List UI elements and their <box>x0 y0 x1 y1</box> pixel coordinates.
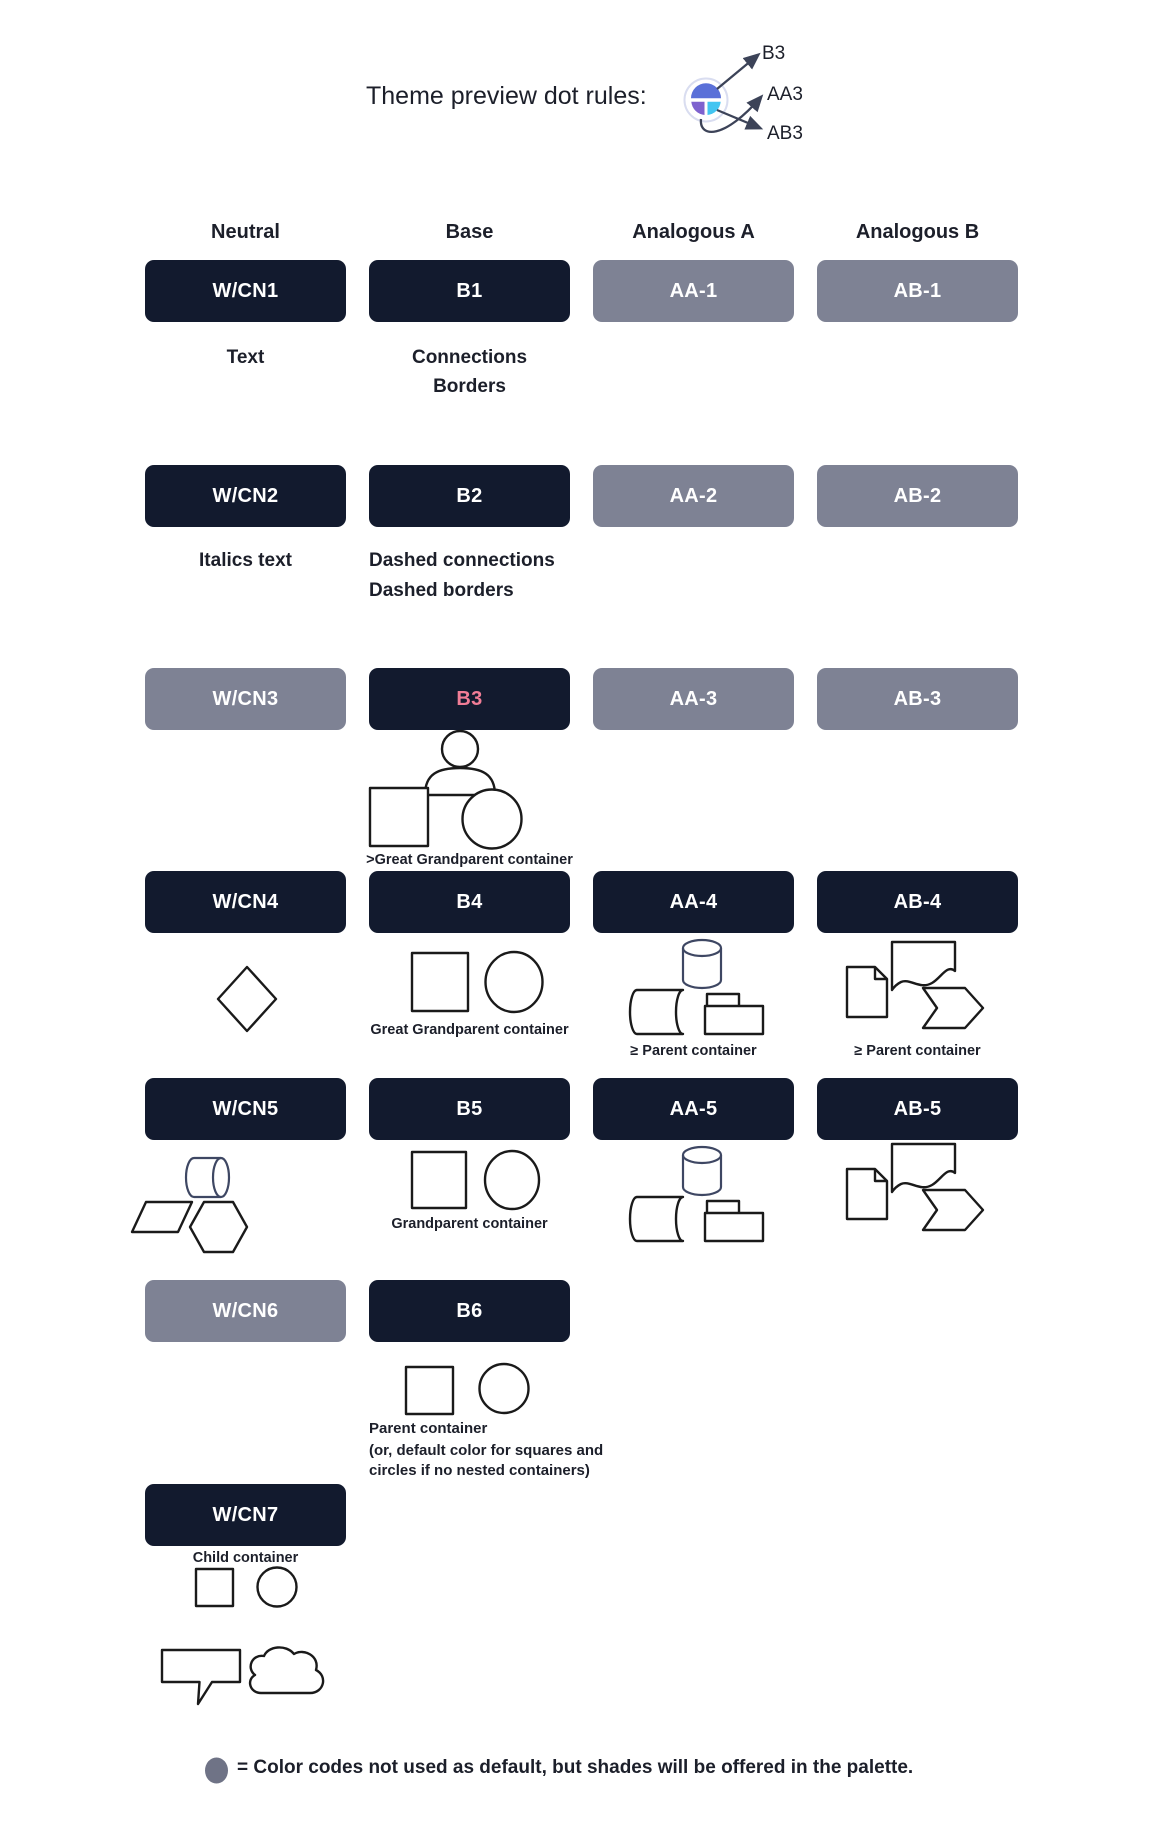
swatch-label: B1 <box>456 279 483 302</box>
swatch-label: B3 <box>456 687 483 710</box>
legend-dot-icon <box>203 1756 231 1786</box>
wavy-document-shape <box>892 942 955 990</box>
note-dashed-connections: Dashed connections <box>369 550 555 571</box>
swatch-aa5 <box>593 1078 794 1140</box>
swatch-label: B5 <box>456 1097 483 1120</box>
swatch-label: B4 <box>456 890 483 913</box>
swatch-b5 <box>369 1078 570 1140</box>
swatch-b1 <box>369 260 570 322</box>
arrow-to-aa3 <box>701 97 761 132</box>
swatch-wcn6 <box>145 1280 346 1342</box>
swatch-wcn2 <box>145 465 346 527</box>
swatch-b2 <box>369 465 570 527</box>
swatch-label: W/CN2 <box>212 484 279 507</box>
note-italics-text: Italics text <box>199 550 292 571</box>
note-great-grandparent-arrow: >Great Grandparent container <box>366 852 573 868</box>
note-parent-line2: (or, default color for squares and <box>369 1442 604 1459</box>
square-circle-shapes-b4 <box>410 950 545 1014</box>
swatch-label: AB-4 <box>893 890 942 913</box>
person-square-circle-shapes <box>368 727 538 862</box>
column-header-neutral: Neutral <box>211 221 280 243</box>
stored-data-shape <box>630 1197 683 1241</box>
diamond-shape <box>218 967 276 1031</box>
note-grandparent: Grandparent container <box>391 1216 548 1232</box>
aa4-shape-group <box>625 936 775 1036</box>
wavy-document-shape <box>892 1144 955 1192</box>
note-parent-ge-aa4: ≥ Parent container <box>630 1043 757 1059</box>
swatch-ab5 <box>817 1078 1018 1140</box>
swatch-label: W/CN4 <box>212 890 279 913</box>
swatch-wcn1 <box>145 260 346 322</box>
swatch-b4 <box>369 871 570 933</box>
note-parent-line3: circles if no nested containers) <box>369 1462 590 1479</box>
circle-shape <box>258 1568 297 1607</box>
swatch-aa2 <box>593 465 794 527</box>
swatch-ab4 <box>817 871 1018 933</box>
legend-text: = Color codes not used as default, but shades will be offered in the palette. <box>237 1757 914 1778</box>
swatch-ab3 <box>817 668 1018 730</box>
square-circle-shapes-wcn7 <box>193 1564 303 1609</box>
swatch-label: W/CN6 <box>212 1299 279 1322</box>
circle-shape <box>463 790 522 849</box>
cloud-shape <box>250 1647 323 1693</box>
column-header-base: Base <box>445 221 494 243</box>
swatch-label: AA-4 <box>669 890 718 913</box>
swatch-label: AB-1 <box>893 279 942 302</box>
square-shape <box>412 953 468 1011</box>
swatch-aa1 <box>593 260 794 322</box>
column-header-analogous-b: Analogous B <box>855 221 980 243</box>
note-text: Text <box>226 347 265 368</box>
person-head-icon <box>442 731 478 767</box>
swatch-label: AA-3 <box>669 687 718 710</box>
swatch-label: AA-2 <box>669 484 718 507</box>
column-header-analogous-a: Analogous A <box>632 221 755 243</box>
dot-label-b3: B3 <box>762 43 786 64</box>
cylinder-top-icon <box>683 940 721 956</box>
note-child: Child container <box>192 1550 299 1566</box>
gray-dot-icon <box>205 1758 228 1784</box>
swatch-wcn3 <box>145 668 346 730</box>
speech-bubble-shape <box>162 1650 240 1704</box>
swatch-b3 <box>369 668 570 730</box>
square-circle-shapes-b5 <box>410 1150 545 1212</box>
swatch-wcn7 <box>145 1484 346 1546</box>
square-circle-shapes-b6 <box>403 1360 533 1418</box>
swatch-label: B2 <box>456 484 483 507</box>
swatch-aa4 <box>593 871 794 933</box>
square-shape <box>196 1569 233 1606</box>
swatch-label: B6 <box>456 1299 483 1322</box>
swatch-label: W/CN7 <box>212 1503 279 1526</box>
chevron-shape <box>923 988 983 1028</box>
swatch-aa3 <box>593 668 794 730</box>
swatch-label: W/CN3 <box>212 687 279 710</box>
cylinder-end-icon <box>213 1158 229 1197</box>
chevron-shape <box>923 1190 983 1230</box>
square-shape <box>370 788 428 846</box>
swatch-label: AB-2 <box>893 484 942 507</box>
swatch-label: W/CN1 <box>212 279 279 302</box>
aa5-shape-group <box>625 1143 775 1243</box>
swatch-ab2 <box>817 465 1018 527</box>
swatch-label: AA-5 <box>669 1097 718 1120</box>
swatch-ab1 <box>817 260 1018 322</box>
swatch-label: AB-3 <box>893 687 942 710</box>
note-dashed-borders: Dashed borders <box>369 580 514 601</box>
arrow-to-b3 <box>717 55 758 89</box>
swatch-label: W/CN5 <box>212 1097 279 1120</box>
note-borders: Borders <box>433 376 506 397</box>
swatch-wcn4 <box>145 871 346 933</box>
square-shape <box>406 1367 453 1414</box>
note-connections: Connections <box>411 347 528 368</box>
folder-body-shape <box>705 1006 763 1034</box>
note-parent-ge-ab4: ≥ Parent container <box>854 1043 981 1059</box>
folder-body-shape <box>705 1213 763 1241</box>
parallelogram-shape <box>132 1202 192 1232</box>
circle-shape <box>486 952 543 1012</box>
ab4-shape-group <box>843 938 993 1033</box>
document-shape <box>847 1169 887 1219</box>
swatch-label: AA-1 <box>669 279 718 302</box>
page-title: Theme preview dot rules: <box>366 82 647 110</box>
note-great-grandparent: Great Grandparent container <box>370 1022 569 1038</box>
note-parent: Parent container <box>369 1420 488 1437</box>
swatch-b6 <box>369 1280 570 1342</box>
stored-data-shape <box>630 990 683 1034</box>
circle-shape <box>480 1364 529 1413</box>
swatch-label: AB-5 <box>893 1097 942 1120</box>
ab5-shape-group <box>843 1140 993 1235</box>
dot-label-aa3: AA3 <box>767 84 803 105</box>
swatch-wcn5 <box>145 1078 346 1140</box>
square-shape <box>412 1152 466 1208</box>
cylinder-top-icon <box>683 1147 721 1163</box>
document-shape <box>847 967 887 1017</box>
wcn5-shape-group <box>128 1155 253 1255</box>
hexagon-shape <box>190 1202 247 1252</box>
diamond-shape-group <box>217 966 277 1032</box>
dot-label-ab3: AB3 <box>767 123 803 144</box>
circle-shape <box>485 1151 539 1209</box>
bubble-cloud-shape-group <box>158 1642 338 1708</box>
